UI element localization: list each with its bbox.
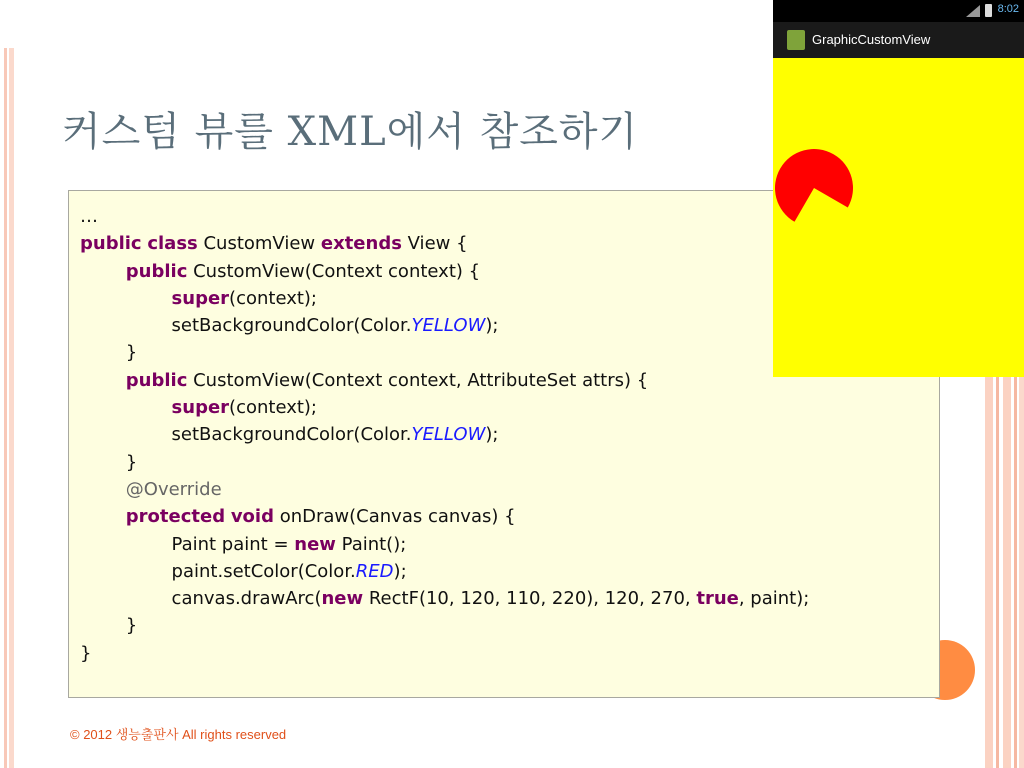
battery-icon <box>985 4 992 17</box>
copyright-footer: © 2012 생능출판사 All rights reserved <box>70 727 287 742</box>
code-line <box>80 585 809 612</box>
code-line <box>80 421 809 448</box>
code-token: (context); <box>229 287 317 309</box>
custom-view-canvas <box>773 58 1024 377</box>
code-line <box>80 612 809 639</box>
code-token <box>80 261 126 282</box>
code-token <box>80 288 172 309</box>
code-line <box>80 503 809 530</box>
code-line <box>80 367 809 394</box>
code-token: void <box>230 506 274 528</box>
code-token: new <box>321 588 364 610</box>
code-token <box>80 397 172 418</box>
code-token: ); <box>393 560 407 582</box>
code-token: protected <box>125 506 226 528</box>
slide-title: 커스텀 뷰를 XML에서 참조하기 <box>62 109 639 155</box>
code-token: RectF(10, 120, 110, 220), 120, 270, <box>363 588 697 610</box>
code-line <box>80 258 809 285</box>
decorative-stripe <box>4 48 7 768</box>
code-token: super <box>171 397 230 419</box>
code-line <box>80 558 809 585</box>
code-token <box>80 506 126 527</box>
code-token: paint.setColor(Color. <box>80 560 356 582</box>
code-token: true <box>696 588 739 610</box>
code-token: CustomView(Context context) { <box>187 260 481 282</box>
code-token: canvas.drawArc( <box>80 588 322 610</box>
code-line <box>80 339 809 366</box>
code-token: public <box>125 369 188 391</box>
code-line <box>80 394 809 421</box>
code-line <box>80 230 809 257</box>
code-listing <box>80 203 809 667</box>
code-token: } <box>80 642 92 664</box>
code-token: ); <box>485 315 499 337</box>
code-token: public <box>80 233 142 255</box>
phone-screenshot <box>773 0 1024 377</box>
code-token: new <box>294 533 336 555</box>
code-token: View { <box>401 233 468 255</box>
code-token: } <box>80 342 138 364</box>
code-token: YELLOW <box>411 315 486 337</box>
code-line <box>80 285 809 312</box>
code-token: setBackgroundColor(Color. <box>80 424 412 446</box>
code-token: extends <box>320 233 402 255</box>
app-title-bar <box>773 22 1024 58</box>
code-token <box>80 479 126 500</box>
code-token: } <box>80 615 138 637</box>
code-token: Paint paint = <box>80 533 295 555</box>
red-arc <box>775 149 853 222</box>
status-time: 8:02 <box>997 3 1019 15</box>
app-icon <box>787 30 805 50</box>
code-token: } <box>80 451 138 473</box>
code-token: , paint); <box>738 588 810 610</box>
decorative-stripe <box>9 48 14 768</box>
code-token: public <box>125 260 188 282</box>
code-token: … <box>80 206 98 227</box>
code-token: onDraw(Canvas canvas) { <box>273 506 516 528</box>
code-line <box>80 312 809 339</box>
code-token: (context); <box>229 397 317 419</box>
code-line <box>80 449 809 476</box>
code-token: CustomView(Context context, AttributeSet attrs) { <box>187 369 649 391</box>
code-token: @Override <box>125 478 222 500</box>
code-token <box>80 370 126 391</box>
code-line <box>80 476 809 503</box>
code-token: setBackgroundColor(Color. <box>80 315 412 337</box>
code-token: Paint(); <box>335 533 407 555</box>
code-token: class <box>147 233 198 255</box>
code-line <box>80 531 809 558</box>
code-line <box>80 640 809 667</box>
code-token: YELLOW <box>411 424 486 446</box>
code-token: ); <box>485 424 499 446</box>
app-title: GraphicCustomView <box>812 32 931 47</box>
code-token: CustomView <box>197 233 321 255</box>
code-token: super <box>171 287 230 309</box>
code-line <box>80 203 809 230</box>
status-bar <box>773 0 1024 22</box>
code-token: RED <box>355 560 394 582</box>
signal-icon <box>966 5 980 17</box>
